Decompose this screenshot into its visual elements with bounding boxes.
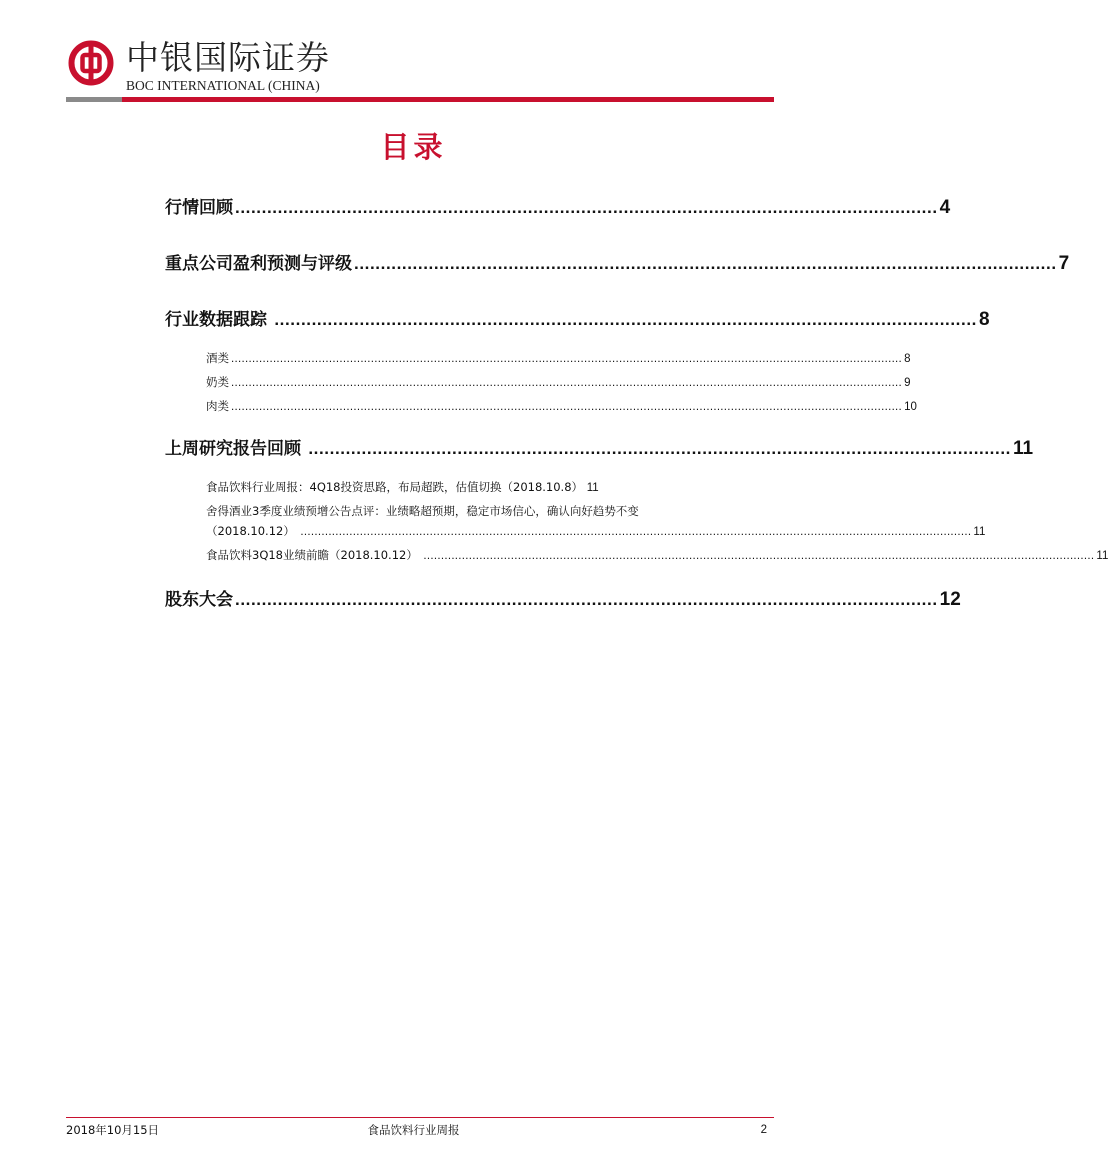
toc-subentry-label: 奶类: [206, 375, 229, 389]
toc-entry-label: 重点公司盈利预测与评级: [165, 254, 352, 274]
toc-subentry-page: 11: [973, 526, 986, 538]
toc-subentry-page: 8: [904, 353, 911, 365]
toc-entry-shareholder-meeting[interactable]: [165, 586, 961, 614]
toc-subentry-meat[interactable]: [206, 396, 917, 416]
toc-dot-leader: ....................................................................................................................................: [354, 254, 1057, 273]
toc-entry-market-review[interactable]: [165, 194, 951, 222]
brand-name-chinese: 中银国际证券: [126, 38, 330, 77]
toc-entry-page: 12: [939, 589, 961, 610]
toc-entry-research-review[interactable]: [165, 435, 1034, 463]
toc-dot-leader: ................................................................................................................................................................................................: [231, 353, 903, 365]
toc-subentry-label: （2018.10.12）: [206, 524, 295, 538]
toc-dot-leader: ................................................................................................................................................................................................: [231, 401, 903, 413]
toc-subentry-liquor[interactable]: [206, 348, 911, 368]
toc-subentry-label: 食品饮料行业周报：4Q18投资思路，布局超跌，估值切换（2018.10.8）: [206, 480, 584, 494]
toc-entry-page: 8: [978, 309, 990, 330]
boc-logo-icon: [68, 40, 114, 86]
toc-subentry-weekly-report[interactable]: [206, 477, 766, 498]
toc-subentry-page: 11: [1096, 550, 1108, 562]
toc-subentry-label: 酒类: [206, 351, 229, 365]
header-divider: [66, 97, 774, 102]
toc-entry-page: 11: [1012, 438, 1034, 459]
toc-dot-leader: ....................................................................................................................................: [235, 590, 938, 609]
toc-subentry-label: 肉类: [206, 399, 229, 413]
toc-entry-label: 行业数据跟踪: [165, 310, 267, 330]
toc-dot-leader: ....................................................................................................................................: [303, 439, 1011, 458]
toc-dot-leader: ....................................................................................................................................: [269, 310, 977, 329]
footer-report-title: 食品饮料行业周报: [367, 1123, 460, 1137]
toc-entry-label: 股东大会: [165, 590, 233, 610]
header-divider-accent: [66, 97, 122, 102]
toc-subentry-page: 10: [904, 401, 917, 413]
toc-dot-leader: ................................................................................................................................................................................................: [419, 550, 1095, 562]
toc-dot-leader: ................................................................................................................................................................................................: [296, 526, 972, 538]
toc-entry-earnings-forecast[interactable]: [165, 250, 1070, 278]
toc-subentry-page: 9: [904, 377, 911, 389]
toc-title: 目录: [380, 130, 447, 164]
toc-subentry-dairy[interactable]: [206, 372, 911, 392]
toc-subentry-label: 食品饮料3Q18业绩前瞻（2018.10.12）: [206, 548, 418, 562]
toc-subentry-3q18-preview[interactable]: [206, 545, 1108, 565]
toc-subentry-shede-review-line2[interactable]: [206, 521, 986, 541]
toc-entry-industry-data[interactable]: [165, 306, 990, 334]
footer-page-number: 2: [760, 1124, 767, 1136]
brand-name-english: BOC INTERNATIONAL (CHINA): [126, 78, 320, 93]
toc-entry-page: 7: [1058, 253, 1070, 274]
toc-subentry-shede-review-line1[interactable]: [206, 501, 766, 521]
toc-entry-label: 上周研究报告回顾: [165, 439, 301, 459]
toc-entry-label: 行情回顾: [165, 198, 233, 218]
toc-subentry-page: 11: [586, 482, 599, 494]
toc-subentry-label: 舍得酒业3季度业绩预增公告点评：业绩略超预期，稳定市场信心，确认向好趋势不变: [206, 504, 639, 518]
footer-divider: [66, 1117, 774, 1118]
toc-dot-leader: ....................................................................................................................................: [235, 198, 938, 217]
toc-entry-page: 4: [939, 197, 951, 218]
footer-date: 2018年10月15日: [66, 1123, 160, 1137]
toc-dot-leader: ................................................................................................................................................................................................: [231, 377, 903, 389]
